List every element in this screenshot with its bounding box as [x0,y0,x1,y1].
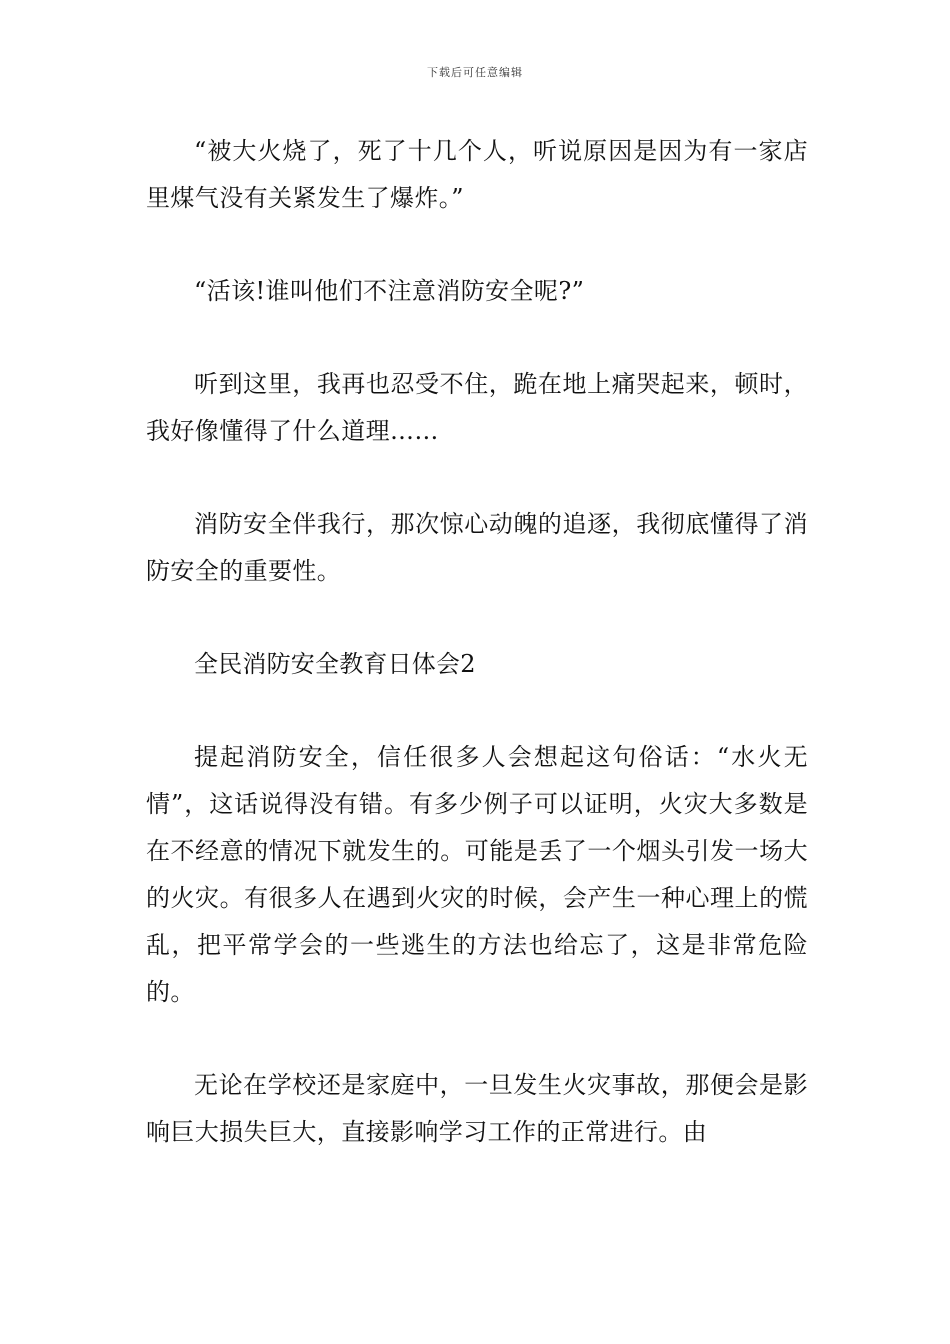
paragraph-fire-safety: 提起消防安全，信任很多人会想起这句俗话：“水火无情”，这话说得没有错。有多少例子可以证明，火灾大多数是在不经意的情况下就发生的。可能是丢了一个烟头引发一场大的火灾。有很多人在遇到火灾的时候，会产生一种心理上的慌乱，把平常学会的一些逃生的方法也给忘了，这是非常危险的。 [146,743,808,1006]
header-note: 下载后可任意编辑 [427,66,523,79]
paragraph-conclusion: 消防安全伴我行，那次惊心动魄的追逐，我彻底懂得了消防安全的重要性。 [146,510,808,585]
paragraph-realization: 听到这里，我再也忍受不住，跪在地上痛哭起来，顿时，我好像懂得了什么道理…… [146,370,808,445]
document-body [146,128,808,1202]
paragraph-dialogue-fire: “被大火烧了，死了十几个人，听说原因是因为有一家店里煤气没有关紧发生了爆炸。” [146,137,808,212]
paragraph-dialogue-reply: “活该!谁叫他们不注意消防安全呢?” [194,277,585,305]
section-heading: 全民消防安全教育日体会2 [194,650,476,678]
paragraph-school-home: 无论在学校还是家庭中，一旦发生火灾事故，那便会是影响巨大损失巨大，直接影响学习工作的正常进行。由 [146,1071,808,1146]
